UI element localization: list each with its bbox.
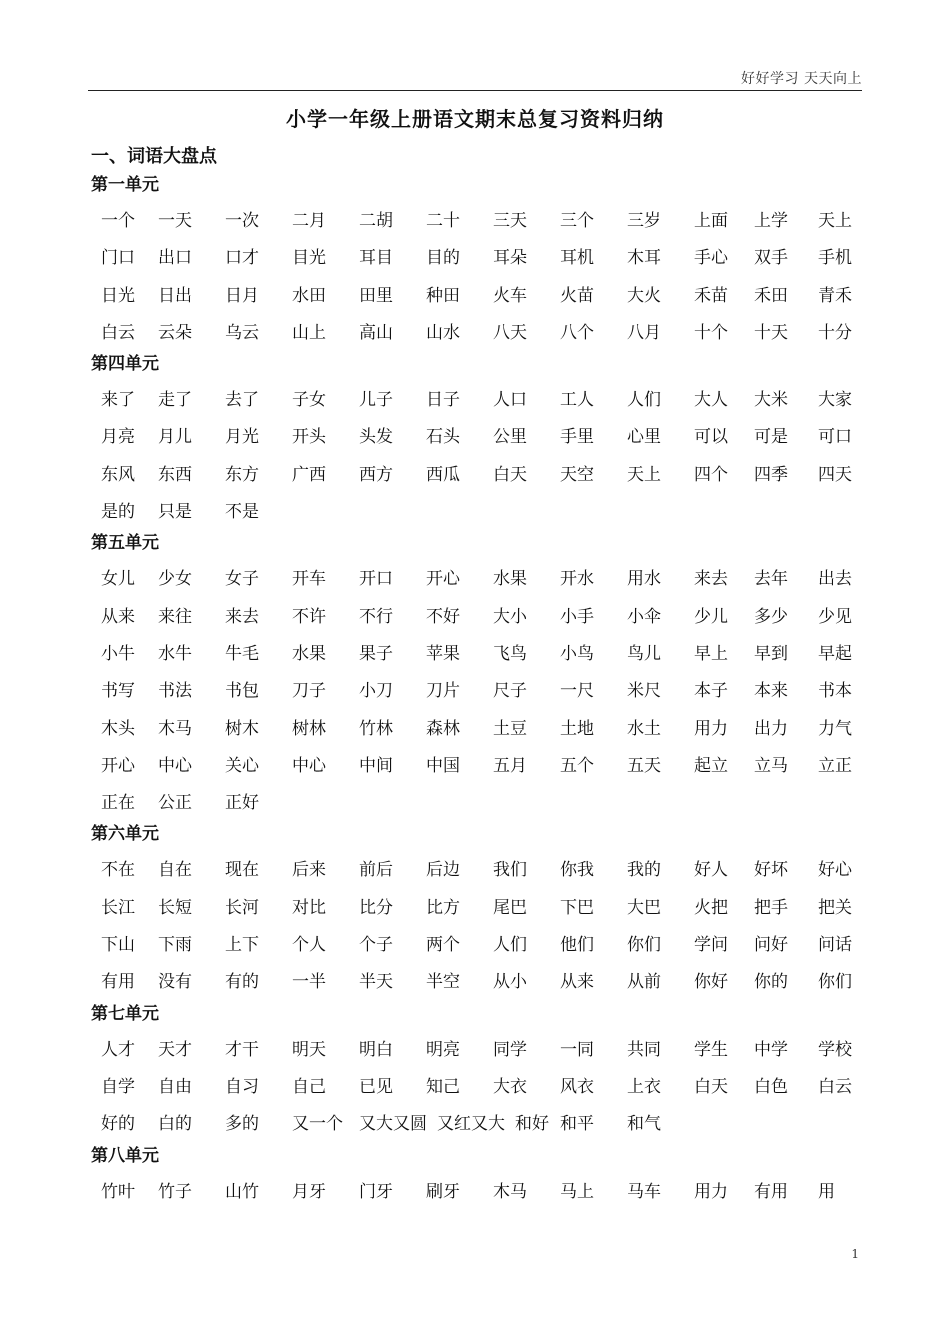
- vocab-word: 中间: [359, 755, 393, 776]
- vocab-word: 开心: [101, 755, 135, 776]
- vocab-word: 口才: [225, 248, 259, 269]
- vocab-word: 把关: [818, 897, 852, 918]
- vocab-word: 一个: [101, 211, 135, 231]
- vocab-word: 用力: [694, 1181, 728, 1202]
- vocab-word: 耳朵: [493, 248, 527, 269]
- vocab-word: 后来: [292, 860, 326, 881]
- vocab-word: 田里: [359, 285, 393, 306]
- vocab-word: 比分: [359, 897, 393, 918]
- vocabulary-list: [91, 172, 871, 1210]
- vocab-word: 门口: [101, 248, 135, 269]
- vocab-word: 多少: [754, 606, 788, 627]
- vocab-word: 下雨: [158, 935, 192, 956]
- vocab-word: 子女: [292, 390, 326, 411]
- vocab-word: 人口: [493, 390, 527, 411]
- page-header: [88, 68, 862, 91]
- unit-title: 第八单元: [91, 1145, 159, 1166]
- vocab-word: 三个: [560, 211, 594, 231]
- vocab-word: 二胡: [359, 211, 393, 231]
- vocab-word: 高山: [359, 322, 393, 343]
- vocab-word: 有用: [101, 972, 135, 993]
- vocab-word: 白云: [818, 1076, 852, 1097]
- vocab-word: 东风: [101, 464, 135, 485]
- vocab-word: 刀子: [292, 681, 326, 702]
- vocab-word: 东方: [225, 464, 259, 485]
- vocab-word: 正在: [101, 793, 135, 814]
- vocab-word: 八个: [560, 322, 594, 343]
- vocab-word: 牛毛: [225, 643, 259, 664]
- vocab-word: 自由: [158, 1076, 192, 1097]
- vocab-word: 刀片: [426, 681, 460, 702]
- word-row: [91, 963, 871, 1000]
- word-row: [91, 851, 871, 888]
- vocab-word: 刷牙: [426, 1181, 460, 1202]
- vocab-word: 天上: [818, 211, 852, 231]
- vocab-word: 比方: [426, 897, 460, 918]
- word-row: [91, 277, 871, 314]
- vocab-word: 从小: [493, 972, 527, 993]
- vocab-word: 月亮: [101, 427, 135, 448]
- vocab-word: 月光: [225, 427, 259, 448]
- vocab-word: 用: [818, 1181, 835, 1202]
- vocab-word: 天才: [158, 1039, 192, 1060]
- vocab-word: 不行: [359, 606, 393, 627]
- vocab-word: 天上: [627, 464, 661, 485]
- vocab-word: 水田: [292, 285, 326, 306]
- vocab-word: 自己: [292, 1076, 326, 1097]
- vocab-word: 立马: [754, 755, 788, 776]
- vocab-word: 你好: [694, 972, 728, 993]
- vocab-word: 风衣: [560, 1076, 594, 1097]
- vocab-word: 从前: [627, 972, 661, 993]
- vocab-word: 水牛: [158, 643, 192, 664]
- vocab-word: 开口: [359, 569, 393, 590]
- vocab-word: 小牛: [101, 643, 135, 664]
- vocab-word: 从来: [560, 972, 594, 993]
- vocab-word: 十分: [818, 322, 852, 343]
- word-row: [91, 710, 871, 747]
- vocab-word: 四天: [818, 464, 852, 485]
- vocab-word: 树林: [292, 718, 326, 739]
- vocab-word: 关心: [225, 755, 259, 776]
- vocab-word: 个子: [359, 935, 393, 956]
- vocab-word: 来去: [694, 569, 728, 590]
- vocab-word: 又大又圆: [359, 1114, 427, 1135]
- word-row: [91, 889, 871, 926]
- vocab-word: 树木: [225, 718, 259, 739]
- vocab-word: 大小: [493, 606, 527, 627]
- vocab-word: 走了: [158, 390, 192, 411]
- vocab-word: 四个: [694, 464, 728, 485]
- vocab-word: 自习: [225, 1076, 259, 1097]
- vocab-word: 种田: [426, 285, 460, 306]
- vocab-word: 学校: [818, 1039, 852, 1060]
- vocab-word: 大米: [754, 390, 788, 411]
- vocab-word: 你们: [627, 935, 661, 956]
- vocab-word: 手机: [818, 248, 852, 269]
- vocab-word: 知己: [426, 1076, 460, 1097]
- vocab-word: 他们: [560, 935, 594, 956]
- vocab-word: 米尺: [627, 681, 661, 702]
- vocab-word: 上学: [754, 211, 788, 231]
- word-row: [91, 926, 871, 963]
- vocab-word: 少女: [158, 569, 192, 590]
- vocab-word: 已见: [359, 1076, 393, 1097]
- vocab-word: 长短: [158, 897, 192, 918]
- vocab-word: 日光: [101, 285, 135, 306]
- vocab-word: 一同: [560, 1039, 594, 1060]
- vocab-word: 立正: [818, 755, 852, 776]
- vocab-word: 儿子: [359, 390, 393, 411]
- vocab-word: 头发: [359, 427, 393, 448]
- word-row: [91, 598, 871, 635]
- vocab-word: 森林: [426, 718, 460, 739]
- word-row: [91, 202, 871, 239]
- vocab-word: 土地: [560, 718, 594, 739]
- vocab-word: 好心: [818, 860, 852, 881]
- word-row: [91, 1173, 871, 1210]
- vocab-word: 人才: [101, 1039, 135, 1060]
- vocab-word: 马车: [627, 1181, 661, 1202]
- word-row: [91, 747, 871, 784]
- vocab-word: 好坏: [754, 860, 788, 881]
- vocab-word: 三天: [493, 211, 527, 231]
- vocab-word: 问好: [754, 935, 788, 956]
- vocab-word: 门牙: [359, 1181, 393, 1202]
- vocab-word: 共同: [627, 1039, 661, 1060]
- vocab-word: 竹林: [359, 718, 393, 739]
- vocab-word: 手里: [560, 427, 594, 448]
- vocab-word: 四季: [754, 464, 788, 485]
- vocab-word: 大人: [694, 390, 728, 411]
- vocab-word: 八天: [493, 322, 527, 343]
- vocab-word: 问话: [818, 935, 852, 956]
- vocab-word: 上面: [694, 211, 728, 231]
- vocab-word: 云朵: [158, 322, 192, 343]
- vocab-word: 尺子: [493, 681, 527, 702]
- vocab-word: 开车: [292, 569, 326, 590]
- vocab-word: 有用: [754, 1181, 788, 1202]
- vocab-word: 去了: [225, 390, 259, 411]
- vocab-word: 青禾: [818, 285, 852, 306]
- unit-title: 第五单元: [91, 533, 159, 554]
- vocab-word: 出口: [158, 248, 192, 269]
- vocab-word: 白天: [493, 464, 527, 485]
- vocab-word: 上下: [225, 935, 259, 956]
- vocab-word: 开心: [426, 569, 460, 590]
- vocab-word: 一天: [158, 211, 192, 231]
- vocab-word: 中学: [754, 1039, 788, 1060]
- page-number: 1: [851, 1247, 859, 1261]
- vocab-word: 书法: [158, 681, 192, 702]
- vocab-word: 日子: [426, 390, 460, 411]
- vocab-word: 下巴: [560, 897, 594, 918]
- vocab-word: 禾苗: [694, 285, 728, 306]
- vocab-word: 起立: [694, 755, 728, 776]
- vocab-word: 木头: [101, 718, 135, 739]
- vocab-word: 用力: [694, 718, 728, 739]
- vocab-word: 目的: [426, 248, 460, 269]
- vocab-word: 火把: [694, 897, 728, 918]
- word-row: [91, 381, 871, 418]
- vocab-word: 火车: [493, 285, 527, 306]
- vocab-word: 对比: [292, 897, 326, 918]
- vocab-word: 不是: [225, 502, 259, 523]
- vocab-word: 学问: [694, 935, 728, 956]
- vocab-word: 没有: [158, 972, 192, 993]
- vocab-word: 五个: [560, 755, 594, 776]
- vocab-word: 中心: [292, 755, 326, 776]
- vocab-word: 又一个: [292, 1114, 343, 1135]
- vocab-word: 多的: [225, 1114, 259, 1135]
- vocab-word: 我的: [627, 860, 661, 881]
- vocab-word: 自在: [158, 860, 192, 881]
- vocab-word: 大衣: [493, 1076, 527, 1097]
- vocab-word: 我们: [493, 860, 527, 881]
- vocab-word: 中心: [158, 755, 192, 776]
- vocab-word: 少儿: [694, 606, 728, 627]
- vocab-word: 早上: [694, 643, 728, 664]
- vocab-word: 小刀: [359, 681, 393, 702]
- vocab-word: 竹叶: [101, 1181, 135, 1202]
- vocab-word: 西瓜: [426, 464, 460, 485]
- vocab-word: 大火: [627, 285, 661, 306]
- vocab-word: 白色: [754, 1076, 788, 1097]
- vocab-word: 开头: [292, 427, 326, 448]
- vocab-word: 好的: [101, 1114, 135, 1135]
- vocab-word: 你我: [560, 860, 594, 881]
- vocab-word: 下山: [101, 935, 135, 956]
- vocab-word: 二月: [292, 211, 326, 231]
- word-row: [91, 1031, 871, 1068]
- vocab-word: 马上: [560, 1181, 594, 1202]
- vocab-word: 好人: [694, 860, 728, 881]
- vocab-word: 月儿: [158, 427, 192, 448]
- vocab-word: 用水: [627, 569, 661, 590]
- vocab-word: 八月: [627, 322, 661, 343]
- vocab-word: 个人: [292, 935, 326, 956]
- document-title: 小学一年级上册语文期末总复习资料归纳: [286, 107, 664, 131]
- vocab-word: 本来: [754, 681, 788, 702]
- vocab-word: 五天: [627, 755, 661, 776]
- vocab-word: 上衣: [627, 1076, 661, 1097]
- section-heading: 一、词语大盘点: [91, 146, 217, 167]
- vocab-word: 半空: [426, 972, 460, 993]
- vocab-word: 乌云: [225, 322, 259, 343]
- word-row: [91, 635, 871, 672]
- vocab-word: 木马: [158, 718, 192, 739]
- vocab-word: 来了: [101, 390, 135, 411]
- vocab-word: 公正: [158, 793, 192, 814]
- vocab-word: 西方: [359, 464, 393, 485]
- vocab-word: 山上: [292, 322, 326, 343]
- word-row: [91, 493, 871, 530]
- vocab-word: 果子: [359, 643, 393, 664]
- vocab-word: 长江: [101, 897, 135, 918]
- vocab-word: 是的: [101, 502, 135, 523]
- vocab-word: 自学: [101, 1076, 135, 1097]
- vocab-word: 日出: [158, 285, 192, 306]
- vocab-word: 力气: [818, 718, 852, 739]
- vocab-word: 东西: [158, 464, 192, 485]
- word-row: [91, 314, 871, 351]
- vocab-word: 水果: [493, 569, 527, 590]
- vocab-word: 白天: [694, 1076, 728, 1097]
- vocab-word: 你们: [818, 972, 852, 993]
- vocab-word: 女子: [225, 569, 259, 590]
- vocab-word: 公里: [493, 427, 527, 448]
- vocab-word: 木马: [493, 1181, 527, 1202]
- unit-title: 第六单元: [91, 824, 159, 845]
- vocab-word: 开水: [560, 569, 594, 590]
- vocab-word: 同学: [493, 1039, 527, 1060]
- vocab-word: 出力: [754, 718, 788, 739]
- vocab-word: 双手: [754, 248, 788, 269]
- vocab-word: 可是: [754, 427, 788, 448]
- vocab-word: 中国: [426, 755, 460, 776]
- unit-title: 第一单元: [91, 175, 159, 195]
- vocab-word: 现在: [225, 860, 259, 881]
- vocab-word: 小手: [560, 606, 594, 627]
- vocab-word: 来往: [158, 606, 192, 627]
- vocab-word: 来去: [225, 606, 259, 627]
- vocab-word: 三岁: [627, 211, 661, 231]
- vocab-word: 五月: [493, 755, 527, 776]
- vocab-word: 竹子: [158, 1181, 192, 1202]
- vocab-word: 日月: [225, 285, 259, 306]
- vocab-word: 山水: [426, 322, 460, 343]
- vocab-word: 从来: [101, 606, 135, 627]
- vocab-word: 苹果: [426, 643, 460, 664]
- vocab-word: 才干: [225, 1039, 259, 1060]
- unit-title: 第七单元: [91, 1003, 159, 1024]
- vocab-word: 广西: [292, 464, 326, 485]
- word-row: [91, 1105, 871, 1142]
- vocab-word: 不许: [292, 606, 326, 627]
- vocab-word: 和好: [515, 1114, 549, 1135]
- vocab-word: 学生: [694, 1039, 728, 1060]
- vocab-word: 月牙: [292, 1181, 326, 1202]
- word-row: [91, 672, 871, 709]
- vocab-word: 工人: [560, 390, 594, 411]
- vocab-word: 一尺: [560, 681, 594, 702]
- vocab-word: 半天: [359, 972, 393, 993]
- word-row: [91, 456, 871, 493]
- vocab-word: 手心: [694, 248, 728, 269]
- vocab-word: 白的: [158, 1114, 192, 1135]
- vocab-word: 可以: [694, 427, 728, 448]
- vocab-word: 石头: [426, 427, 460, 448]
- vocab-word: 书写: [101, 681, 135, 702]
- vocab-word: 天空: [560, 464, 594, 485]
- vocab-word: 把手: [754, 897, 788, 918]
- vocab-word: 水果: [292, 643, 326, 664]
- vocab-word: 山竹: [225, 1181, 259, 1202]
- word-row: [91, 239, 871, 276]
- vocab-word: 人们: [493, 935, 527, 956]
- word-row: [91, 560, 871, 597]
- vocab-word: 十天: [754, 322, 788, 343]
- vocab-word: 有的: [225, 972, 259, 993]
- vocab-word: 早起: [818, 643, 852, 664]
- vocab-word: 小伞: [627, 606, 661, 627]
- vocab-word: 火苗: [560, 285, 594, 306]
- vocab-word: 飞鸟: [493, 643, 527, 664]
- vocab-word: 尾巴: [493, 897, 527, 918]
- vocab-word: 木耳: [627, 248, 661, 269]
- vocab-word: 大家: [818, 390, 852, 411]
- vocab-word: 出去: [818, 569, 852, 590]
- vocab-word: 正好: [225, 793, 259, 814]
- vocab-word: 又红又大: [437, 1114, 505, 1135]
- vocab-word: 女儿: [101, 569, 135, 590]
- vocab-word: 十个: [694, 322, 728, 343]
- vocab-word: 不在: [101, 860, 135, 881]
- word-row: [91, 1068, 871, 1105]
- header-motto: 好好学习 天天向上: [741, 71, 862, 87]
- vocab-word: 本子: [694, 681, 728, 702]
- vocab-word: 和平: [560, 1114, 594, 1135]
- vocab-word: 小鸟: [560, 643, 594, 664]
- vocab-word: 不好: [426, 606, 460, 627]
- vocab-word: 目光: [292, 248, 326, 269]
- vocab-word: 只是: [158, 502, 192, 523]
- vocab-word: 去年: [754, 569, 788, 590]
- vocab-word: 明亮: [426, 1039, 460, 1060]
- vocab-word: 长河: [225, 897, 259, 918]
- vocab-word: 书包: [225, 681, 259, 702]
- vocab-word: 你的: [754, 972, 788, 993]
- vocab-word: 明天: [292, 1039, 326, 1060]
- vocab-word: 水土: [627, 718, 661, 739]
- vocab-word: 禾田: [754, 285, 788, 306]
- vocab-word: 大巴: [627, 897, 661, 918]
- vocab-word: 两个: [426, 935, 460, 956]
- vocab-word: 书本: [818, 681, 852, 702]
- vocab-word: 可口: [818, 427, 852, 448]
- vocab-word: 心里: [627, 427, 661, 448]
- vocab-word: 人们: [627, 390, 661, 411]
- unit-title: 第四单元: [91, 354, 159, 375]
- vocab-word: 白云: [101, 322, 135, 343]
- vocab-word: 一半: [292, 972, 326, 993]
- vocab-word: 前后: [359, 860, 393, 881]
- vocab-word: 耳机: [560, 248, 594, 269]
- vocab-word: 耳目: [359, 248, 393, 269]
- word-row: [91, 418, 871, 455]
- vocab-word: 土豆: [493, 718, 527, 739]
- vocab-word: 二十: [426, 211, 460, 231]
- vocab-word: 后边: [426, 860, 460, 881]
- vocab-word: 少见: [818, 606, 852, 627]
- word-row: [91, 784, 871, 821]
- vocab-word: 一次: [225, 211, 259, 231]
- vocab-word: 明白: [359, 1039, 393, 1060]
- vocab-word: 早到: [754, 643, 788, 664]
- vocab-word: 鸟儿: [627, 643, 661, 664]
- vocab-word: 和气: [627, 1114, 661, 1135]
